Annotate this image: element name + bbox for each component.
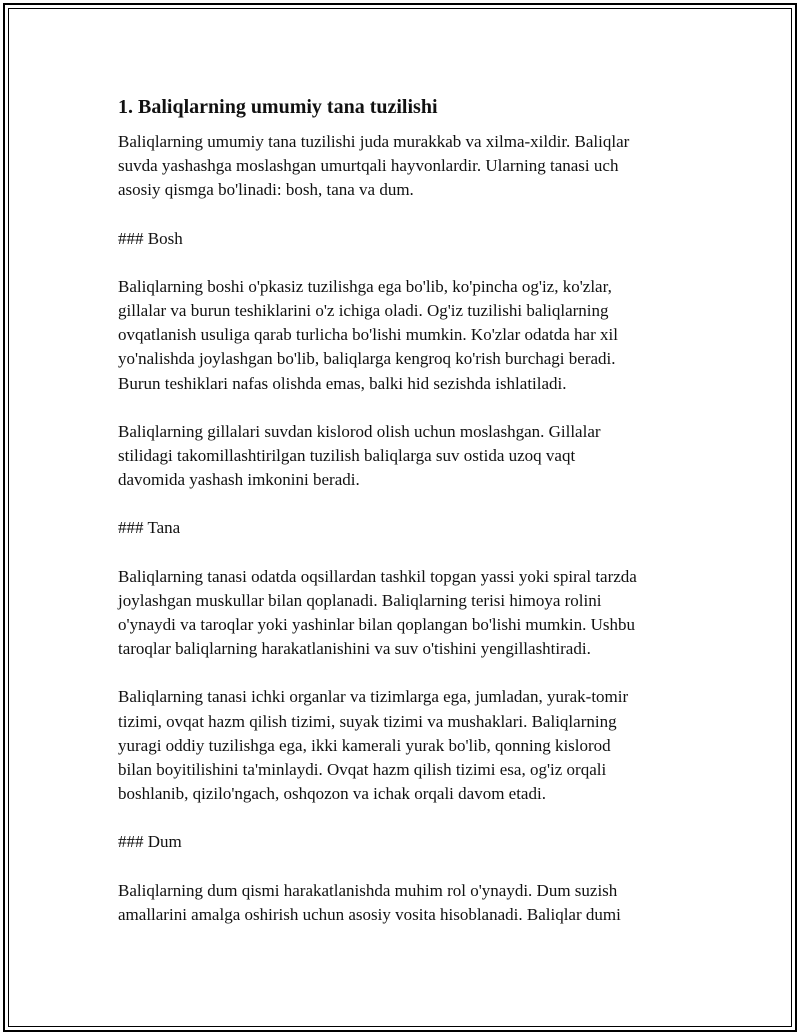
tana-paragraph-2: Baliqlarning tanasi ichki organlar va tizimlarga ega, jumladan, yurak-tomir tizimi, ovqat hazm qilish tizimi, suyak tizimi va mushaklari. Baliqlarning yuragi oddiy tuzilishga ega, ikki kamerali yurak bo'lib, qonning kislorod bilan boyitilishini ta'minlaydi. Ovqat hazm qilish tizimi esa, og'iz orqali boshlanib, qizilo'ngach, oshqozon va ichak orqali davom etadi. [118, 687, 629, 804]
section-heading-tana: ### Tana [118, 518, 181, 538]
document-title: 1. Baliqlarning umumiy tana tuzilishi [118, 96, 438, 118]
bosh-paragraph-1: Baliqlarning boshi o'pkasiz tuzilishga ega bo'lib, ko'pincha og'iz, ko'zlar, gillalar va burun teshiklarini o'z ichiga oladi. Og'iz tuzilishi baliqlarning ovqatlanish usuliga qarab turlicha bo'lishi mumkin. Ko'zlar odatda har xil yo'nalishda joylashgan bo'lib, baliqlarga kengroq ko'rish burchagi beradi. Burun teshiklari nafas olishda emas, balki hid sezishda ishlatiladi. [118, 276, 618, 393]
tana-paragraph-1: Baliqlarning tanasi odatda oqsillardan tashkil topgan yassi yoki spiral tarzda joylashgan muskullar bilan qoplanadi. Baliqlarning terisi himoya rolini o'ynaydi va taroqlar yoki yashinlar bilan qoplangan bo'lishi mumkin. Ushbu taroqlar baliqlarning harakatlanishini va suv o'tishini yengillashtiradi. [118, 566, 637, 659]
intro-paragraph: Baliqlarning umumiy tana tuzilishi juda murakkab va xilma-xildir. Baliqlar suvda yashashga moslashgan umurtqali hayvonlardir. Ularning tanasi uch asosiy qismga bo'linadi: bosh, tana va dum. [118, 132, 630, 200]
bosh-paragraph-2: Baliqlarning gillalari suvdan kislorod olish uchun moslashgan. Gillalar stilidagi takomillashtirilgan tuzilish baliqlarga suv ostida uzoq vaqt davomida yashash imkonini beradi. [118, 421, 601, 490]
section-heading-bosh: ### Bosh [118, 228, 183, 248]
section-heading-dum: ### Dum [118, 832, 182, 852]
dum-paragraph-1: Baliqlarning dum qismi harakatlanishda muhim rol o'ynaydi. Dum suzish amallarini amalga oshirish uchun asosiy vosita hisoblanadi. Baliqlar dumi [118, 880, 621, 924]
document-body [118, 93, 688, 951]
